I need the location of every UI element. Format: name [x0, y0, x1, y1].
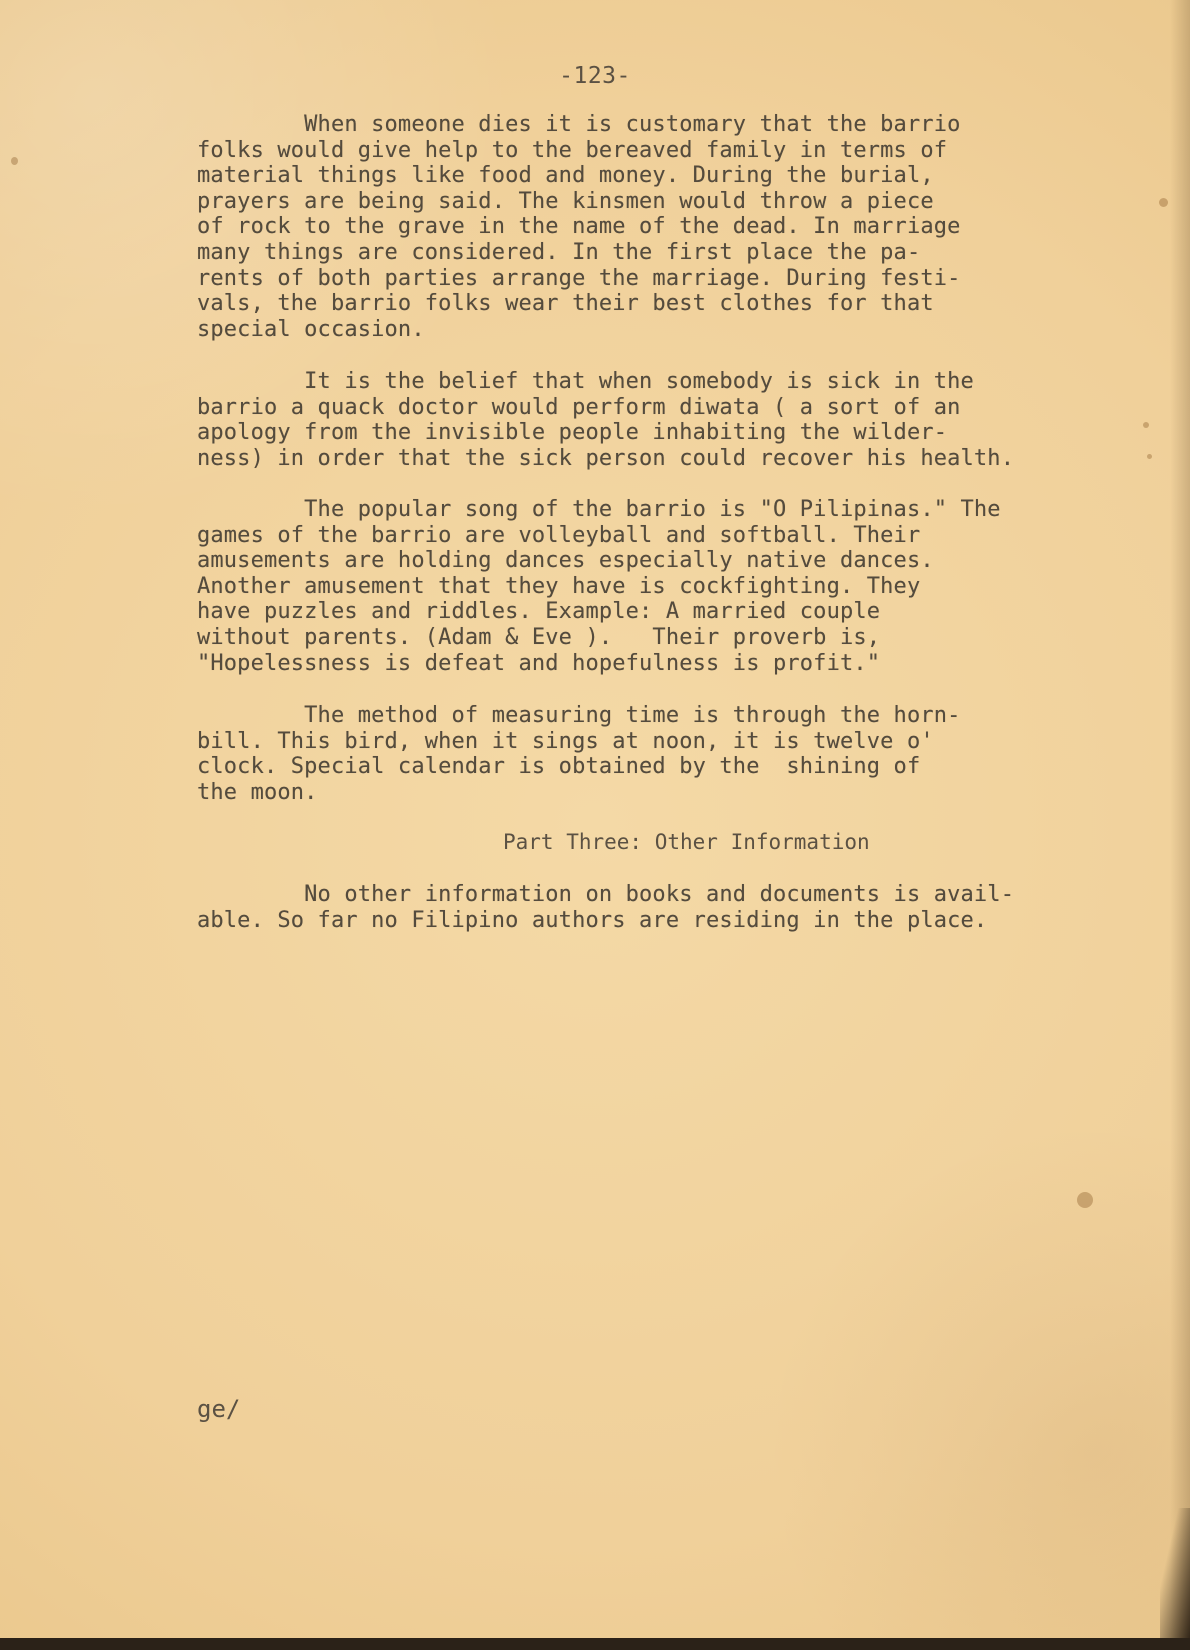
- text-line: material things like food and money. During the burial,: [197, 163, 934, 189]
- paragraph-beliefs: [197, 369, 1014, 471]
- paper-stain: [11, 157, 18, 165]
- section-heading: Part Three: Other Information: [503, 830, 870, 854]
- paragraph-amusements: [197, 497, 1001, 676]
- text-line: able. So far no Filipino authors are residing in the place.: [197, 907, 988, 933]
- paragraph-other-information: [197, 882, 1014, 933]
- scan-bottom-edge: [0, 1638, 1190, 1650]
- paper-stain: [1077, 1192, 1093, 1208]
- text-line: folks would give help to the bereaved family in terms of: [197, 137, 948, 163]
- text-line: special occasion.: [197, 316, 425, 342]
- page-edge-shadow: [1170, 0, 1190, 1650]
- page-number: -123-: [559, 63, 631, 89]
- paper-stain: [1147, 454, 1152, 459]
- text-line: It is the belief that when somebody is sick in the: [197, 369, 974, 394]
- text-line: of rock to the grave in the name of the dead. In marriage: [197, 214, 961, 240]
- text-line: The method of measuring time is through the horn-: [197, 703, 961, 728]
- text-line: barrio a quack doctor would perform diwata ( a sort of an: [197, 394, 961, 420]
- paragraph-customs: [197, 112, 961, 342]
- text-line: apology from the invisible people inhabiting the wilder-: [197, 420, 948, 446]
- text-line: The popular song of the barrio is "O Pilipinas." The: [197, 497, 1001, 522]
- text-line: vals, the barrio folks wear their best clothes for that: [197, 291, 934, 317]
- text-line: bill. This bird, when it sings at noon, it is twelve o': [197, 728, 934, 754]
- text-line: the moon.: [197, 779, 318, 805]
- text-line: have puzzles and riddles. Example: A married couple: [197, 599, 881, 625]
- text-line: without parents. (Adam & Eve ). Their proverb is,: [197, 624, 881, 650]
- text-line: rents of both parties arrange the marriage. During festi-: [197, 265, 961, 291]
- text-line: No other information on books and documents is avail-: [197, 882, 1015, 907]
- text-line: many things are considered. In the first place the pa-: [197, 239, 921, 265]
- text-line: ness) in order that the sick person could recover his health.: [197, 445, 1015, 471]
- text-line: prayers are being said. The kinsmen would throw a piece: [197, 188, 934, 214]
- paragraph-time-measurement: [197, 703, 961, 805]
- text-line: amusements are holding dances especially native dances.: [197, 548, 934, 574]
- page-corner-shadow: [1160, 1508, 1190, 1638]
- text-line: Another amusement that they have is cockfighting. They: [197, 573, 921, 599]
- text-line: "Hopelessness is defeat and hopefulness is profit.": [197, 650, 881, 676]
- paper-stain: [1159, 198, 1168, 207]
- typist-initials: ge/: [197, 1395, 241, 1423]
- text-line: clock. Special calendar is obtained by the shining of: [197, 754, 921, 780]
- text-line: When someone dies it is customary that the barrio: [197, 112, 961, 137]
- paper-stain: [1143, 422, 1149, 428]
- text-line: games of the barrio are volleyball and softball. Their: [197, 522, 921, 548]
